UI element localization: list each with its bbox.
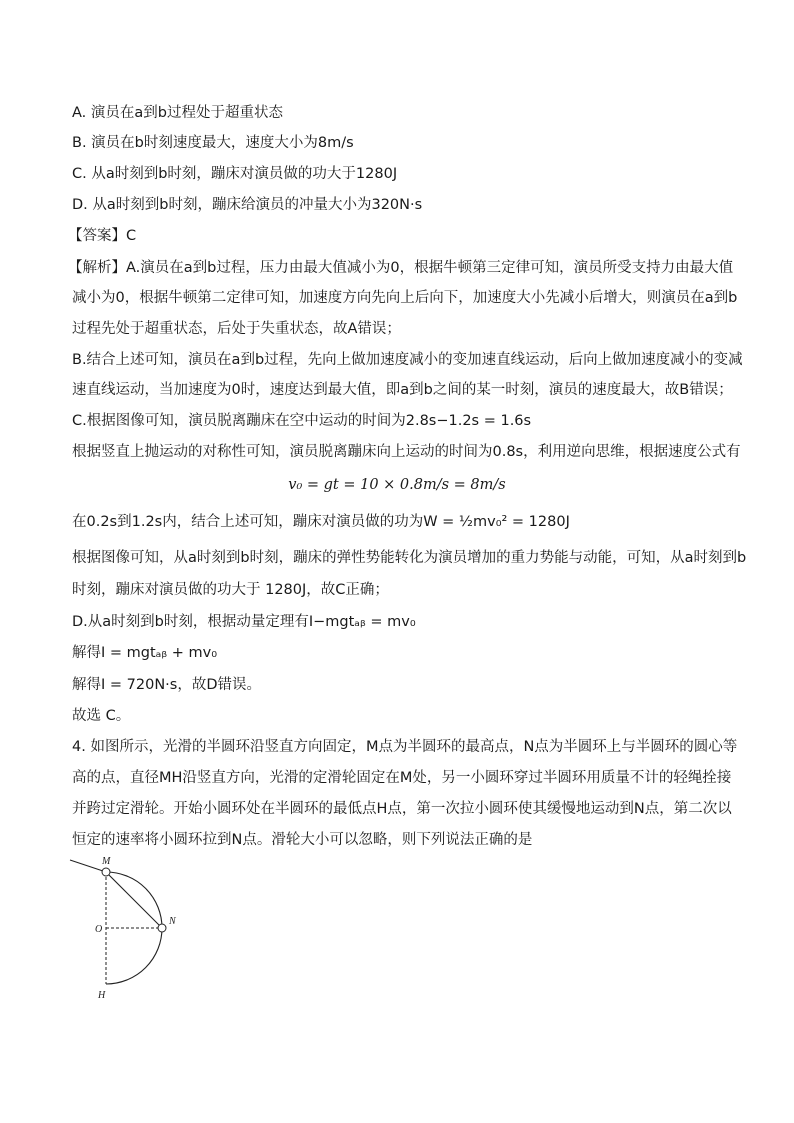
analysis-line-4: B.结合上述可知，演员在a到b过程，先向上做加速度减小的变加速直线运动，后向上做加速度减小的变减 [72, 352, 743, 368]
option-c: C. 从a时刻到b时刻，蹦床对演员做的功大于1280J [72, 166, 398, 182]
answer-line: 【答案】C [68, 228, 137, 244]
analysis-line-5: 速直线运动，当加速度为0时，速度达到最大值，即a到b之间的某一时刻，演员的速度最大，故B错误； [72, 382, 733, 398]
question-4-line-3: 并跨过定滑轮。开始小圆环处在半圆环的最低点H点，第一次拉小圆环使其缓慢地运动到N点，第二次以 [72, 801, 732, 817]
label-n: N [169, 916, 176, 927]
rope-left [70, 860, 106, 872]
rope-mn [106, 872, 162, 928]
ring-n [158, 924, 166, 932]
analysis-line-1: 【解析】A.演员在a到b过程，压力由最大值减小为0，根据牛顿第三定律可知，演员所受支持力由最大值 [68, 260, 734, 276]
label-h: H [98, 990, 106, 1001]
analysis-line-6: C.根据图像可知，演员脱离蹦床在空中运动的时间为2.8s−1.2s = 1.6s [72, 413, 532, 429]
analysis-line-8: 在0.2s到1.2s内，结合上述可知，蹦床对演员做的功为W = ½mv₀² = 1280J [72, 514, 570, 530]
label-o: O [95, 924, 103, 935]
analysis-line-14: 故选 C。 [72, 708, 131, 724]
analysis-line-7: 根据竖直上抛运动的对称性可知，演员脱离蹦床向上运动的时间为0.8s，利用逆向思维，根据速度公式有 [72, 444, 741, 460]
analysis-line-10: 时刻，蹦床对演员做的功大于 1280J，故C正确； [72, 582, 389, 598]
question-4-line-4: 恒定的速率将小圆环拉到N点。滑轮大小可以忽略，则下列说法正确的是 [72, 832, 533, 848]
pulley-m [102, 868, 110, 876]
option-d: D. 从a时刻到b时刻，蹦床给演员的冲量大小为320N·s [72, 197, 423, 213]
analysis-line-3: 过程先处于超重状态，后处于失重状态，故A错误； [72, 321, 401, 337]
analysis-line-2: 减小为0，根据牛顿第二定律可知，加速度方向先向上后向下，加速度大小先减小后增大，则演员在a到b [72, 290, 738, 306]
analysis-line-12: 解得I = mgtₐᵦ + mv₀ [72, 645, 218, 661]
option-a: A. 演员在a到b过程处于超重状态 [72, 105, 283, 121]
analysis-line-9: 根据图像可知，从a时刻到b时刻，蹦床的弹性势能转化为演员增加的重力势能与动能，可知，从a时刻到b [72, 550, 747, 566]
analysis-line-13: 解得I = 720N·s，故D错误。 [72, 677, 261, 693]
question-4-line-2: 高的点，直径MH沿竖直方向，光滑的定滑轮固定在M处，另一小圆环穿过半圆环用质量不计的轻绳拴接 [72, 770, 732, 786]
option-b: B. 演员在b时刻速度最大，速度大小为8m/s [72, 135, 354, 151]
question-4-line-1: 4. 如图所示，光滑的半圆环沿竖直方向固定，M点为半圆环的最高点，N点为半圆环上与半圆环的圆心等 [72, 739, 738, 755]
semicircle-figure [60, 852, 220, 1012]
label-m: M [102, 856, 111, 867]
analysis-line-11: D.从a时刻到b时刻，根据动量定理有I−mgtₐᵦ = mv₀ [72, 614, 416, 630]
equation-v0: v₀ = gt = 10 × 0.8m/s = 8m/s [288, 477, 506, 493]
